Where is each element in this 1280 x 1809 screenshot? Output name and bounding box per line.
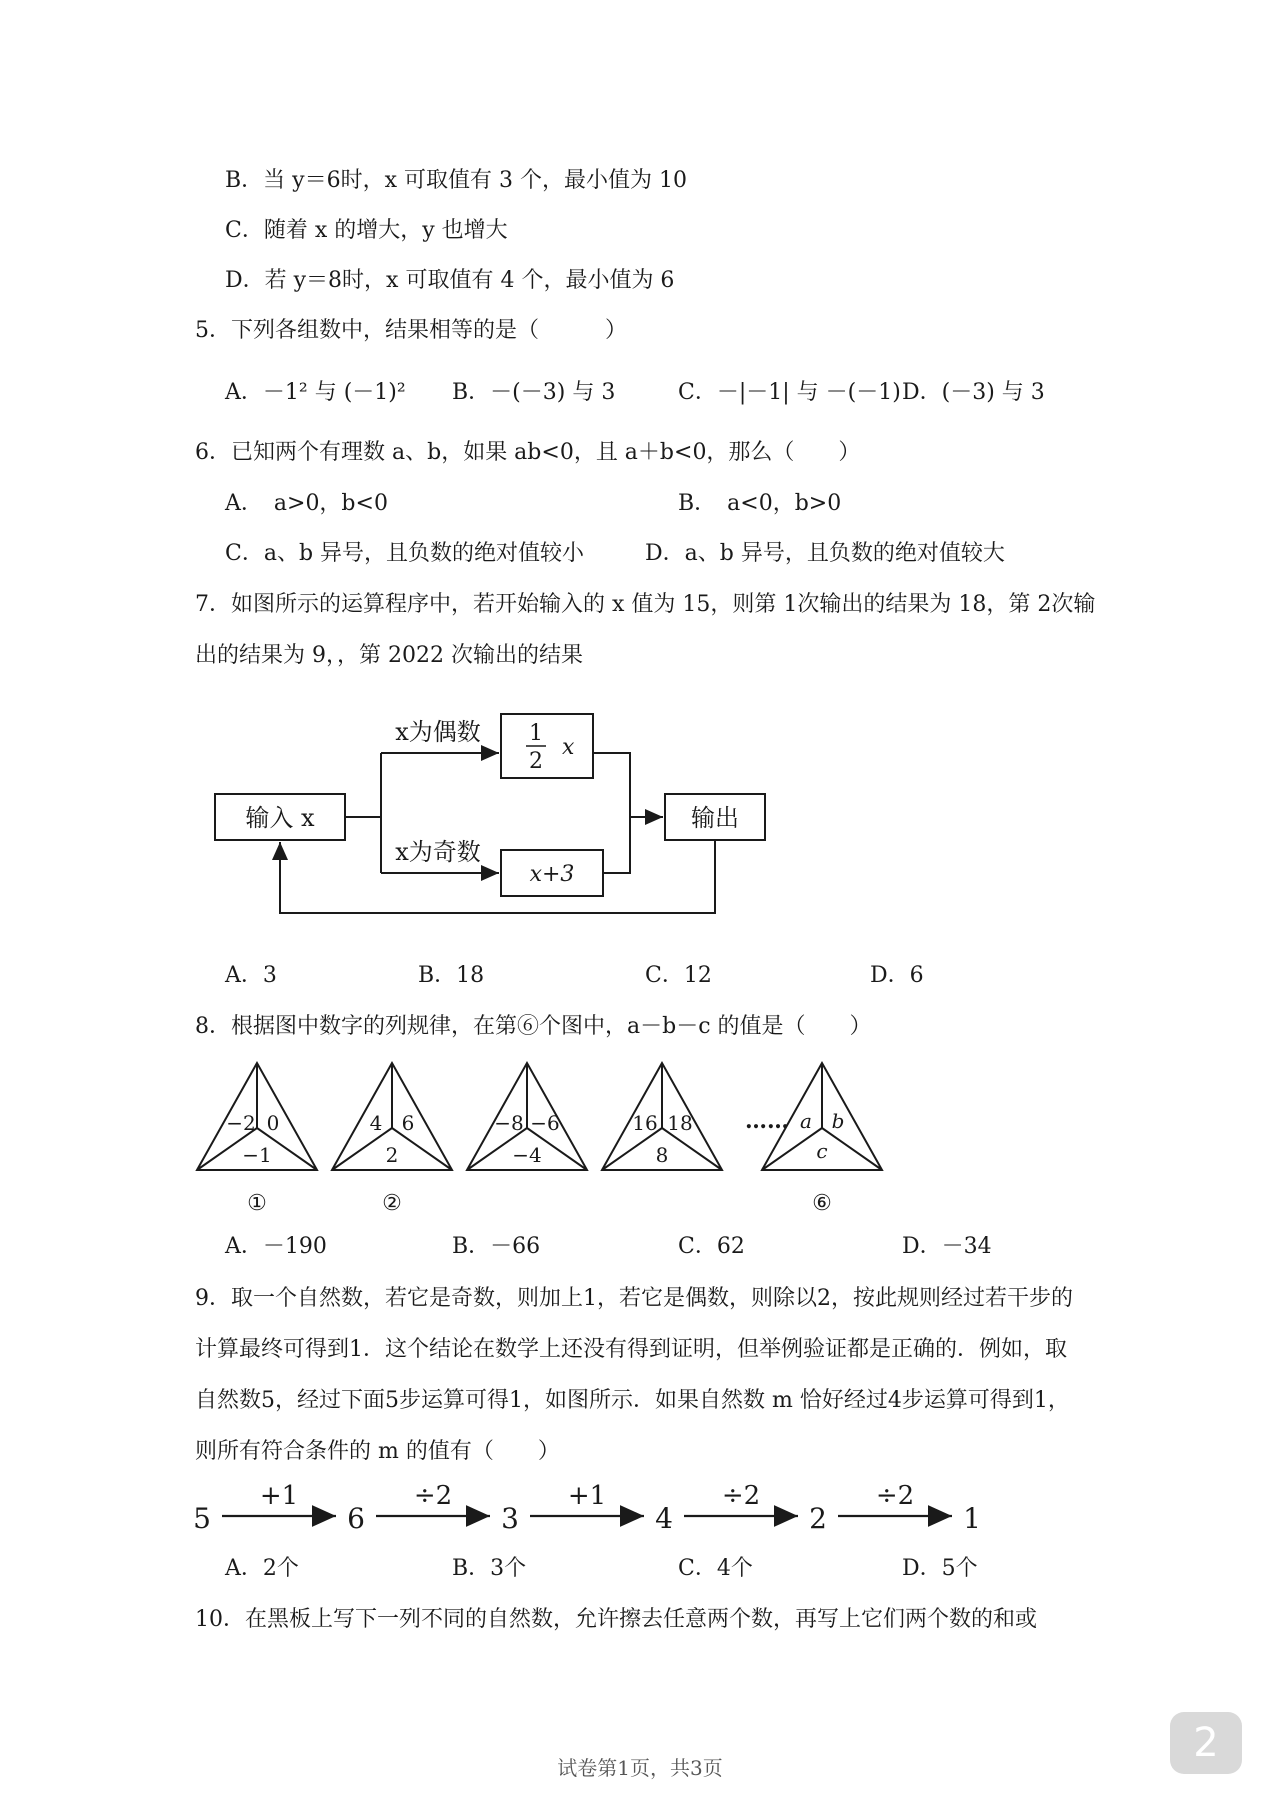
chain-number-5: 2 [809, 1502, 827, 1535]
input-label: 输入 x [245, 804, 315, 832]
q6-stem: 6．已知两个有理数 a、b，如果 ab<0，且 a＋b<0，那么（ ） [195, 440, 861, 465]
triangle-2 [332, 1063, 452, 1216]
plus3-label: x+3 [529, 862, 575, 887]
q9-option-d: D．5个 [902, 1556, 978, 1581]
q7-option-c: C．12 [645, 963, 712, 988]
q7-option-a: A．3 [225, 963, 277, 988]
triangle-6-b: b [831, 1109, 845, 1133]
q9-option-b: B．3个 [452, 1556, 527, 1581]
triangle-1-a: −2 [226, 1111, 256, 1135]
chain-number-4: 4 [655, 1502, 673, 1535]
q8-stem: 8．根据图中数字的列规律，在第⑥个图中，a－b－c 的值是（ ） [195, 1014, 872, 1039]
q4-option-c: C．随着 x 的增大，y 也增大 [225, 218, 508, 243]
chain-op-2: ÷2 [413, 1481, 453, 1511]
triangle-3 [467, 1063, 587, 1170]
q7-stem-line2: 出的结果为 9，，第 2022 次输出的结果 [195, 643, 583, 668]
triangle-1-c: −1 [242, 1143, 272, 1167]
half-denominator: 2 [529, 749, 543, 774]
triangle-4-b: 18 [667, 1111, 693, 1135]
triangle-2-b: 6 [401, 1111, 415, 1135]
q5-option-a: A．－1² 与 (－1)² [225, 380, 406, 405]
chain-number-3: 3 [501, 1502, 519, 1535]
q5-option-d: D．(－3) 与 3 [902, 380, 1045, 405]
triangle-6-c: c [816, 1139, 828, 1163]
q7-flowchart [200, 700, 790, 930]
chain-op-4: ÷2 [721, 1481, 761, 1511]
half-to-merge [593, 753, 630, 817]
chain-number-1: 5 [193, 1502, 211, 1535]
triangle-3-c: −4 [512, 1143, 542, 1167]
triangle-4-a: 16 [632, 1111, 658, 1135]
chain-number-2: 6 [347, 1502, 365, 1535]
q7-option-b: B．18 [418, 963, 485, 988]
q8-option-a: A．－190 [225, 1234, 327, 1259]
q9-stem-line2: 计算最终可得到1．这个结论在数学上还没有得到证明，但举例验证都是正确的．例如，取 [195, 1337, 1068, 1362]
chain-op-1: +1 [259, 1481, 299, 1511]
triangle-3-a: −8 [494, 1111, 524, 1135]
q6-option-a: A． a>0，b<0 [225, 491, 388, 516]
q8-option-d: D．－34 [902, 1234, 992, 1259]
triangle-4 [602, 1063, 722, 1170]
page-footer: 试卷第1页，共3页 [557, 1756, 723, 1780]
q4-option-d: D．若 y＝8时，x 可取值有 4 个，最小值为 6 [225, 268, 675, 293]
ellipsis: …… [745, 1108, 789, 1134]
q10-stem: 10．在黑板上写下一列不同的自然数，允许擦去任意两个数，再写上它们两个数的和或 [195, 1607, 1037, 1632]
triangle-2-c: 2 [385, 1143, 399, 1167]
half-box [501, 714, 593, 778]
triangle-6-a: a [800, 1109, 812, 1133]
half-variable: x [562, 735, 575, 760]
chain-number-6: 1 [963, 1502, 981, 1535]
q8-option-b: B．－66 [452, 1234, 541, 1259]
chain-op-3: +1 [567, 1481, 607, 1511]
plus3-to-merge [603, 817, 630, 873]
triangle-3-b: −6 [530, 1111, 560, 1135]
even-label: x为偶数 [395, 718, 481, 746]
q9-stem-line4: 则所有符合条件的 m 的值有（ ） [195, 1439, 560, 1464]
triangle-2-label: ② [382, 1191, 402, 1216]
triangle-4-c: 8 [655, 1143, 669, 1167]
triangle-6 [762, 1063, 882, 1216]
q6-option-c: C．a、b 异号，且负数的绝对值较小 [225, 541, 585, 566]
q9-option-a: A．2个 [225, 1556, 299, 1581]
q9-operation-chain [190, 1478, 990, 1558]
output-label: 输出 [691, 804, 739, 832]
triangle-1-b: 0 [266, 1111, 280, 1135]
triangle-1 [197, 1063, 317, 1216]
q5-option-b: B．－(－3) 与 3 [452, 380, 616, 405]
q9-option-c: C．4个 [678, 1556, 753, 1581]
page-number-badge[interactable]: 2 [1170, 1712, 1242, 1774]
q6-option-b: B． a<0，b>0 [678, 491, 842, 516]
triangle-6-label: ⑥ [812, 1191, 832, 1216]
q6-option-d: D．a、b 异号，且负数的绝对值较大 [645, 541, 1005, 566]
triangle-2-a: 4 [369, 1111, 383, 1135]
q4-option-b: B．当 y＝6时，x 可取值有 3 个，最小值为 10 [225, 168, 687, 193]
q5-stem: 5．下列各组数中，结果相等的是（ ） [195, 318, 627, 343]
q9-stem-line3: 自然数5，经过下面5步运算可得1，如图所示．如果自然数 m 恰好经过4步运算可得到1， [195, 1388, 1070, 1413]
q9-stem-line1: 9．取一个自然数，若它是奇数，则加上1，若它是偶数，则除以2，按此规则经过若干步的 [195, 1286, 1073, 1311]
q8-triangles [190, 1058, 900, 1218]
loop-back-arrow [280, 840, 715, 913]
q7-stem-line1: 7．如图所示的运算程序中，若开始输入的 x 值为 15，则第 1次输出的结果为 18，第 2次输 [195, 592, 1096, 617]
q5-option-c: C．－|－1| 与 －(－1) [678, 380, 901, 405]
odd-label: x为奇数 [395, 838, 481, 866]
chain-op-5: ÷2 [875, 1481, 915, 1511]
q8-option-c: C．62 [678, 1234, 745, 1259]
q7-option-d: D．6 [870, 963, 924, 988]
triangle-1-label: ① [247, 1191, 267, 1216]
half-numerator: 1 [529, 721, 543, 746]
